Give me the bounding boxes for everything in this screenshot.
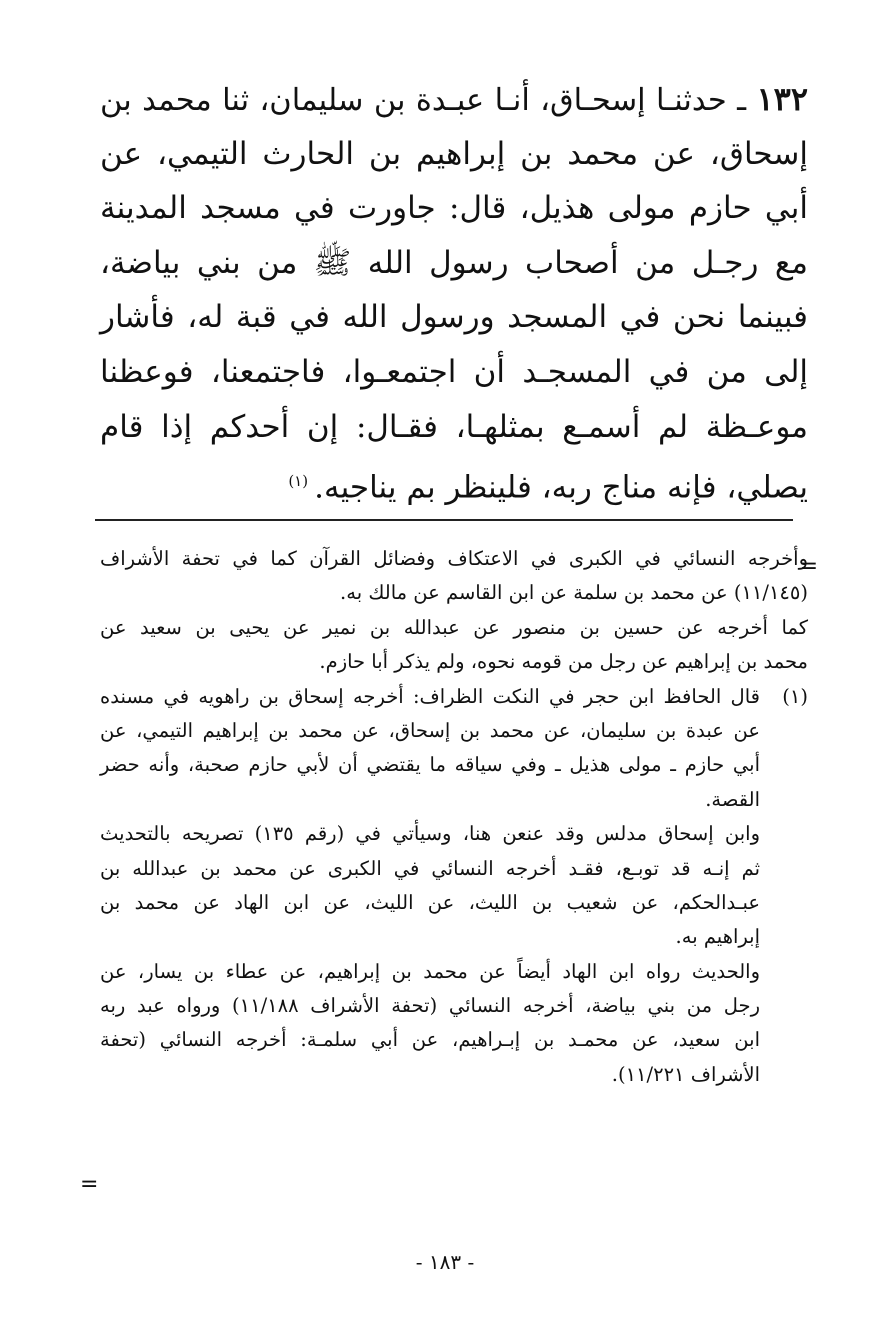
footnote-line: والحديث رواه ابن الهاد أيضاً عن محمد بن إبراهيم، عن عطاء بن يسار، عن (100, 959, 760, 983)
hadith-text (100, 72, 808, 509)
page-number: - ١٨٣ - (415, 1250, 475, 1274)
footnote-divider (95, 519, 793, 521)
hadith-line: إلى من في المسجـد أن اجتمعـوا، فاجتمعنا، فوعظنا (100, 353, 808, 390)
footnote-continued (100, 542, 818, 680)
footnote-line: وأخرجه النسائي في الكبرى في الاعتكاف وفضائل القرآن كما في تحفة الأشراف (100, 547, 808, 570)
footnote-line: إبراهيم به. (675, 925, 760, 949)
footnote-marker: (١) (782, 684, 808, 708)
hadith-line: يصلي، فإنه مناج ربه، فلينظر بم يناجيه.$^{(١)}$ (288, 469, 808, 506)
footnote-line: أبي حازم ـ مولى هذيل ـ وفي سياقه ما يقتضي أن لأبي حازم صحبة، وأنه حضر (100, 753, 760, 777)
footnotes (100, 542, 818, 1092)
hadith-line: ١٣٢ ـ حدثنـا إسحـاق، أنـا عبـدة بن سليمان، ثنا محمد بن (100, 80, 808, 118)
footnote-reference: (١) (288, 472, 309, 491)
footnote-line: عن عبدة بن سليمان، عن محمد بن إسحاق، عن محمد بن إبراهيم التيمي، عن (100, 718, 760, 742)
footnote-line: عبـدالحكم، عن شعيب بن الليث، عن الليث، عن ابن الهاد عن محمد بن (100, 890, 760, 914)
footnote-line: ثم إنـه قد توبـع، فقـد أخرجه النسائي في الكبرى عن محمد بن عبدالله بن (100, 856, 760, 880)
footnote-line: ابن سعيد، عن محمـد بن إبـراهيم، عن أبي سلمـة: أخرجه النسائي (تحفة (100, 1028, 760, 1052)
footnote-line: (١١/١٤٥) عن محمد بن سلمة عن ابن القاسم عن مالك به. (340, 581, 808, 605)
footnote-line: وابن إسحاق مدلس وقد عنعن هنا، وسيأتي في (رقم ١٣٥) تصريحه بالتحديث (100, 822, 760, 846)
hadith-line: مع رجـل من أصحاب رسول الله ﷺ من بني بياضة، (100, 244, 808, 281)
hadith-line: أبي حازم مولى هذيل، قال: جاورت في مسجد المدينة (100, 190, 808, 227)
footnote-1 (100, 680, 808, 1093)
footnote-line: رجل من بني بياضة، أخرجه النسائي (تحفة الأشراف ١١/١٨٨) ورواه عبد ربه (100, 994, 760, 1018)
hadith-line: فبينما نحن في المسجد ورسول الله في قبة له، فأشار (100, 299, 808, 336)
hadith-line: إسحاق، عن محمد بن إبراهيم بن الحارث التيمي، عن (100, 135, 808, 172)
continuation-end-mark: = (80, 1172, 99, 1197)
footnote-line: كما أخرجه عن حسين بن منصور عن عبدالله بن نمير عن يحيى بن سعيد عن (100, 615, 808, 639)
continuation-mark: = (799, 554, 818, 579)
footnote-line: محمد بن إبراهيم عن رجل من قومه نحوه، ولم يذكر أبا حازم. (319, 650, 808, 674)
footnote-line: قال الحافظ ابن حجر في النكت الظراف: أخرجه إسحاق بن راهويه في مسنده (100, 684, 760, 708)
hadith-line: موعـظة لم أسمـع بمثلهـا، فقـال: إن أحدكم إذا قام (100, 408, 808, 445)
footnote-line: القصة. (705, 787, 760, 811)
hadith-number: ١٣٢ (756, 80, 808, 118)
footnote-line: الأشراف ١١/٢٢١). (611, 1062, 760, 1086)
